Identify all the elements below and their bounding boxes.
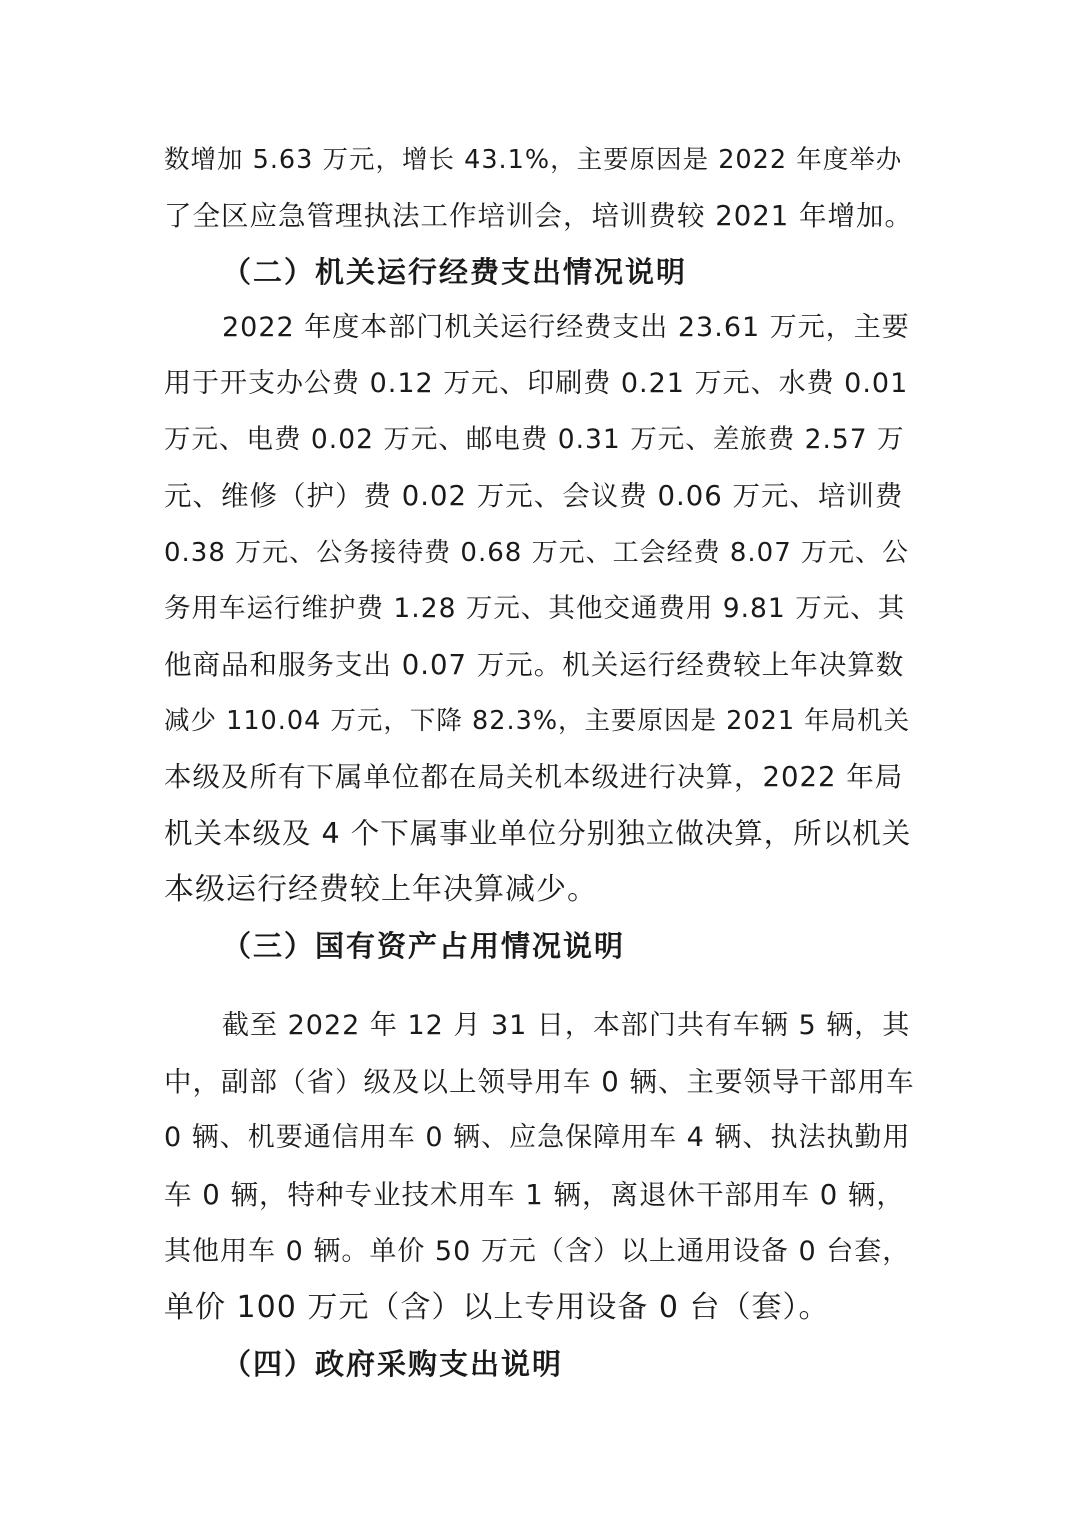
section-heading-3: （三）国有资产占用情况说明 bbox=[222, 929, 626, 963]
paragraph-line: 单价 100 万元（含）以上专用设备 0 台（套）。 bbox=[164, 1290, 830, 1325]
paragraph-line: 0.38 万元、公务接待费 0.68 万元、工会经费 8.07 万元、公 bbox=[164, 538, 909, 568]
paragraph-line: 他商品和服务支出 0.07 万元。机关运行经费较上年决算数 bbox=[164, 649, 905, 681]
paragraph-line: 其他用车 0 辆。单价 50 万元（含）以上通用设备 0 台套， bbox=[164, 1236, 911, 1267]
paragraph-line: 车 0 辆，特种专业技术用车 1 辆，离退休干部用车 0 辆， bbox=[164, 1179, 905, 1211]
paragraph-line: 0 辆、机要通信用车 0 辆、应急保障用车 4 辆、执法执勤用 bbox=[164, 1122, 911, 1153]
paragraph-line: 数增加 5.63 万元，增长 43.1%，主要原因是 2022 年度举办 bbox=[164, 145, 903, 175]
paragraph-line: 元、维修（护）费 0.02 万元、会议费 0.06 万元、培训费 bbox=[164, 480, 904, 512]
paragraph-line: 务用车运行维护费 1.28 万元、其他交通费用 9.81 万元、其 bbox=[164, 593, 906, 624]
paragraph-line: 本级及所有下属单位都在局关机本级进行决算，2022 年局 bbox=[164, 761, 904, 793]
paragraph-line: 万元、电费 0.02 万元、邮电费 0.31 万元、差旅费 2.57 万 bbox=[164, 424, 905, 455]
paragraph-line: 用于开支办公费 0.12 万元、印刷费 0.21 万元、水费 0.01 bbox=[164, 368, 909, 399]
paragraph-line: 减少 110.04 万元，下降 82.3%，主要原因是 2021 年局机关 bbox=[164, 706, 911, 736]
paragraph-line: 截至 2022 年 12 月 31 日，本部门共有车辆 5 辆，其 bbox=[222, 1010, 911, 1041]
paragraph-line: 中，副部（省）级及以上领导用车 0 辆、主要领导干部用车 bbox=[164, 1066, 915, 1098]
paragraph-line: 2022 年度本部门机关运行经费支出 23.61 万元，主要 bbox=[222, 312, 910, 343]
section-heading-4: （四）政府采购支出说明 bbox=[222, 1347, 564, 1381]
paragraph-line: 机关本级及 4 个下属事业单位分别独立做决算，所以机关 bbox=[164, 817, 912, 850]
paragraph-line: 了全区应急管理执法工作培训会，培训费较 2021 年增加。 bbox=[164, 200, 913, 232]
paragraph-line: 本级运行经费较上年决算减少。 bbox=[164, 872, 598, 907]
section-heading-2: （二）机关运行经费支出情况说明 bbox=[222, 255, 688, 289]
